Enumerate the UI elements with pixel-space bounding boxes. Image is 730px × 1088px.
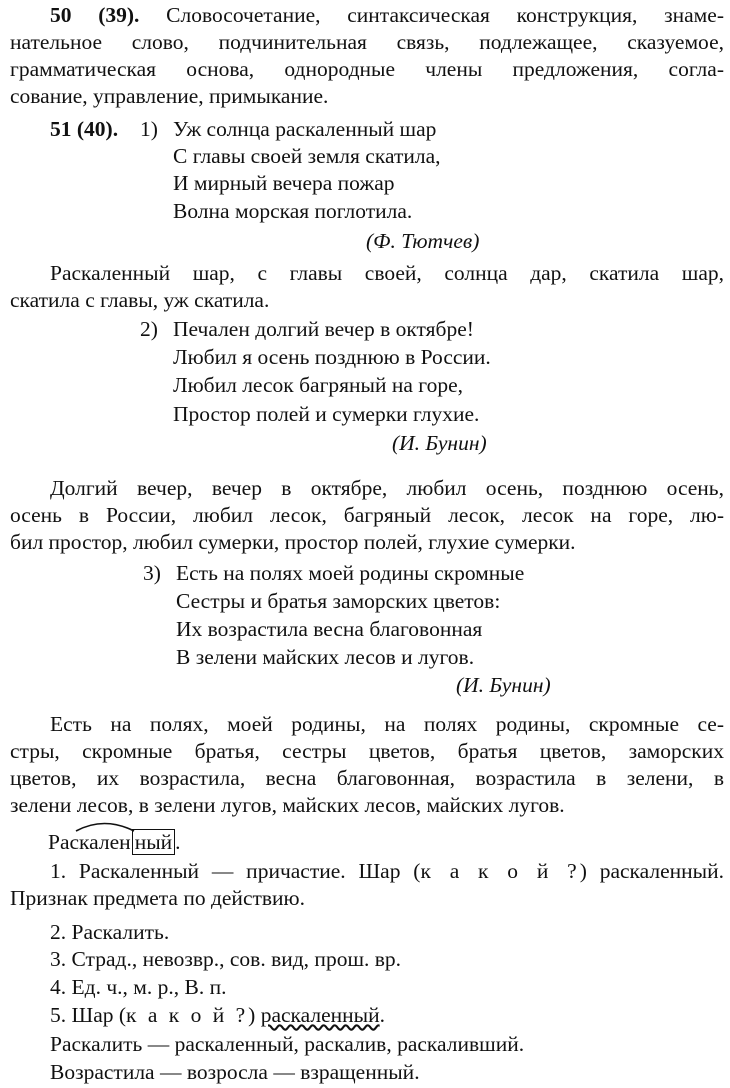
parsing-item-5: 5. Шар (к а к о й ?) раскаленный. bbox=[50, 1003, 385, 1027]
underlined-word: раскаленный bbox=[260, 1003, 380, 1027]
poem-2-line-1: Печален долгий вечер в октябре! bbox=[173, 317, 474, 341]
derivation-1: Раскалить — раскаленный, раскалив, раскаливший. bbox=[50, 1032, 525, 1056]
answer-2-line-3: бил простор, любил сумерки, простор полей, глухие сумерки. bbox=[10, 530, 576, 554]
word-ending-box: ный bbox=[132, 829, 175, 855]
root-arc-mark bbox=[46, 820, 136, 832]
exercise-50-line-4: сование, управление, примыкание. bbox=[10, 84, 329, 108]
poem-3-label: 3) bbox=[143, 561, 161, 585]
derivation-2: Возрастила — возросла — взращенный. bbox=[50, 1060, 420, 1084]
exercise-50-line-1: 50 (39). Словосочетание, синтаксическая конструкция, знаме- bbox=[50, 3, 724, 27]
exercise-50-line-3: грамматическая основа, однородные члены предложения, согла- bbox=[10, 57, 724, 81]
answer-3-line-4: зелени лесов, в зелени лугов, майских лесов, майских лугов. bbox=[10, 793, 565, 817]
answer-3-line-1: Есть на полях, моей родины, на полях родины, скромные се- bbox=[50, 712, 724, 736]
word-root: Раскален bbox=[48, 829, 131, 856]
parsed-word: Раскален ный . bbox=[48, 829, 181, 856]
parsing-item-1 bbox=[10, 858, 724, 912]
poem-3-line-3: Их возрастила весна благовонная bbox=[176, 617, 483, 641]
exercise-51-number: 51 (40). bbox=[50, 117, 119, 141]
poem-3-author: (И. Бунин) bbox=[456, 673, 551, 697]
poem-2-line-2: Любил я осень позднюю в России. bbox=[173, 345, 491, 369]
poem-2-line-3: Любил лесок багряный на горе, bbox=[173, 373, 464, 397]
poem-2-label: 2) bbox=[140, 317, 158, 341]
parsing-item-4: 4. Ед. ч., м. р., В. п. bbox=[50, 975, 227, 999]
answer-2-line-2: осень в России, любил лесок, багряный лесок, лесок на горе, лю- bbox=[10, 503, 724, 527]
poem-1-line-4: Волна морская поглотила. bbox=[173, 199, 413, 223]
poem-3-line-4: В зелени майских лесов и лугов. bbox=[176, 645, 475, 669]
poem-2-line-4: Простор полей и сумерки глухие. bbox=[173, 402, 480, 426]
parsing-item-2: 2. Раскалить. bbox=[50, 920, 170, 944]
parsing-item-1-line-2: Признак предмета по действию. bbox=[10, 886, 305, 910]
poem-1-line-2: С главы своей земля скатила, bbox=[173, 144, 441, 168]
poem-1-line-1: Уж солнца раскаленный шар bbox=[173, 117, 437, 141]
poem-1-author: (Ф. Тютчев) bbox=[366, 229, 480, 253]
poem-3-line-2: Сестры и братья заморских цветов: bbox=[176, 589, 501, 613]
parsing-item-1-line-1: 1. Раскаленный — причастие. Шар (к а к о й ?) раскаленный. bbox=[50, 859, 724, 883]
poem-1-label: 1) bbox=[140, 117, 158, 141]
exercise-50-number: 50 (39). bbox=[50, 3, 140, 27]
answer-3-line-3: цветов, их возрастила, весна благовонная, возрастила в зелени, в bbox=[10, 766, 724, 790]
answer-3 bbox=[10, 711, 724, 819]
parsing-item-3: 3. Страд., невозвр., сов. вид, прош. вр. bbox=[50, 947, 402, 971]
answer-1-line-1: Раскаленный шар, с главы своей, солнца дар, скатила шар, bbox=[50, 261, 724, 285]
answer-2 bbox=[10, 475, 724, 556]
exercise-50 bbox=[10, 2, 724, 110]
poem-2-author: (И. Бунин) bbox=[392, 431, 487, 455]
answer-3-line-2: стры, скромные братья, сестры цветов, братья цветов, заморских bbox=[10, 739, 724, 763]
poem-3-line-1: Есть на полях моей родины скромные bbox=[176, 561, 525, 585]
answer-2-line-1: Долгий вечер, вечер в октябре, любил осень, позднюю осень, bbox=[50, 476, 724, 500]
answer-1 bbox=[10, 260, 724, 314]
answer-1-line-2: скатила с главы, уж скатила. bbox=[10, 288, 270, 312]
poem-1-line-3: И мирный вечера пожар bbox=[173, 171, 395, 195]
exercise-50-line-2: нательное слово, подчинительная связь, подлежащее, сказуемое, bbox=[10, 30, 724, 54]
